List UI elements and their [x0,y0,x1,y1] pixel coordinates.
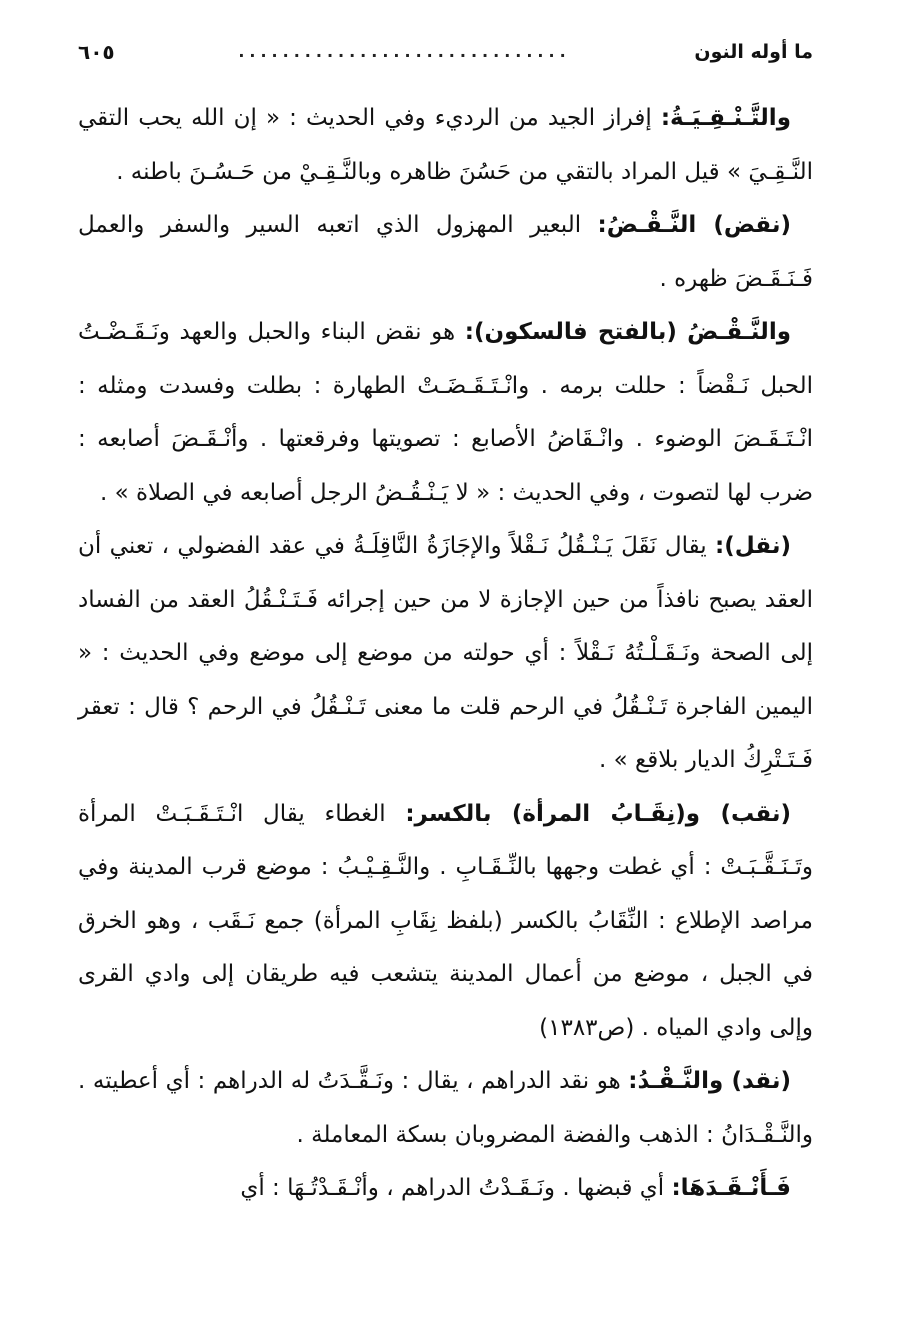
entry-text: هو نقض البناء والحبل والعهد ونَـقَـضْـتُ الحبل نَـقْضاً : حللت برمه . وانْـتَـقَـضَـتْ الطهارة : بطلت وفسدت ومثله : انْـتَـقَـضَ الوضوء . وانْـقَاضُ الأصابع : تصويتها وفرقعتها . وأنْـقَـضَ أصابعه : ضرب لها لتصوت ، وفي الحديث : « لا يَـنْـقُـضُ الرجل أصابعه في الصلاة » . [78,319,813,506]
section-title: ما أوله النون [694,40,813,63]
entry-paragraph [78,788,813,1056]
entry-paragraph [78,1055,813,1162]
entry-text: يقال نَقَلَ يَـنْـقُلُ نَـقْلاً والإجَازَةُ النَّاقِلَـةُ في عقد الفضولي ، تعني أن العقد يصبح نافذاً من حين الإجازة لا من حين إجرائه فَـتَـنْـقُلُ العقد من الفساد إلى الصحة ونَـقَـلْـتُهُ نَـقْلاً : أي حولته من موضع إلى موضع وفي الحديث : « اليمين الفاجرة تَـنْـقُلُ في الرحم قلت ما معنى تَـنْـقُلُ في الرحم ؟ قال : تعقر فَـتَـتْرِكُ الديار بلاقع » . [78,533,813,773]
entry-text: البعير المهزول الذي اتعبه السير والسفر والعمل فَـنَـقَـضَ ظهره . [78,212,813,292]
entry-paragraph [78,520,813,788]
entry-headword: (نقل): [715,533,791,559]
entry-headword: (نقب) و(نِقَـابُ المرأة) بالكسر: [405,800,792,827]
entry-text: إفراز الجيد من الرديء وفي الحديث : « إن الله يحب التقي النَّـقِـيَ » قيل المراد بالتقي من حَسُنَ ظاهره وبالنَّـقِـيْ من حَـسُـنَ باطنه . [78,105,813,185]
page-number: ٦٠٥ [78,40,115,64]
entry-headword: (نقض) النَّـقْـضُ: [597,212,791,238]
entry-headword: والنَّـقْـضُ (بالفتح فالسكون): [464,319,791,345]
entry-headword: والتَّـنْـقِـيَـةُ: [660,105,791,131]
page-header [78,30,813,74]
entry-headword: (نقد) والنَّـقْـدُ: [628,1068,791,1094]
entry-headword: فَـأَنْـقَـدَهَا: [671,1175,791,1201]
entry-text: أي قبضها . ونَـقَـدْتُ الدراهم ، وأنْـقَـدْتُـهَا : أي [240,1175,665,1201]
page-body [78,92,813,1216]
entry-paragraph [78,92,813,199]
entry-text: الغطاء يقال انْـتَـقَـبَـتْ المرأة وتَـنَـقَّـبَـتْ : أي غطت وجهها بالنِّـقَـابِ . والنَّـقِـيْـبُ : موضع قرب المدينة وفي مراصد الإطلاع : النِّقَابُ بالكسر (بلفظ نِقَابِ المرأة) جمع نَـقَب ، وهو الخرق في الجبل ، موضع من أعمال المدينة يتشعب فيه طريقان إلى وادي القرى وإلى وادي المياه . (ص١٣٨٣) [78,800,813,1041]
entry-paragraph [78,1162,813,1216]
entry-paragraph [78,199,813,306]
entry-paragraph [78,306,813,520]
header-leader-dots: .............................. [238,44,571,60]
dictionary-page [78,30,813,1216]
entry-text: هو نقد الدراهم ، يقال : ونَـقَّـدَتُ له الدراهم : أي أعطيته . والنَّـقْـدَانُ : الذهب والفضة المضروبان بسكة المعاملة . [78,1068,813,1148]
